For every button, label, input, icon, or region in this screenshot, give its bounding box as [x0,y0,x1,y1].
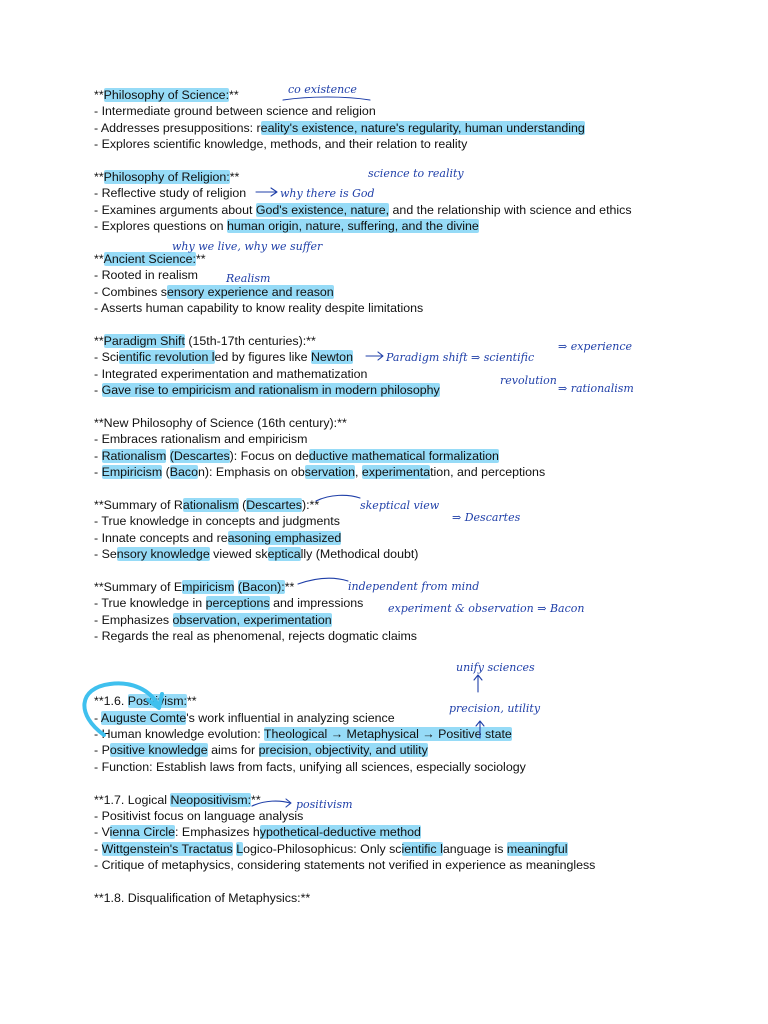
text-run: ** [94,251,104,266]
annotation-independent-from-mind: independent from mind [348,580,480,593]
text-run: - Regards the real as phenomenal, rejects dogmatic claims [94,628,417,643]
annotation-paradigm-shift: Paradigm shift ⇒ scientific [386,351,535,364]
bullet-line [94,595,734,611]
highlighted-text: asoning emphasized [227,530,342,545]
section-heading [94,333,734,349]
highlighted-text: ositive knowledge [109,743,208,758]
bullet-line [94,513,734,529]
bullet-line [94,185,734,201]
highlighted-text: L [236,841,244,856]
document-body [94,87,734,906]
highlighted-text: mpiricism [182,579,235,594]
bullet-line [94,448,734,464]
text-run: - Asserts human capability to know reality despite limitations [94,301,424,316]
section-heading [94,251,734,267]
text-run: aims for [207,743,259,758]
text-run: - Rooted in realism [94,268,198,283]
highlighted-text: perceptions [205,596,270,611]
text-run: - V [94,825,110,840]
text-run: ** [251,792,261,807]
bullet-line [94,366,734,382]
bullet-line [94,612,734,628]
section-summary-empiricism [94,579,734,645]
text-run: - Positivist focus on language analysis [94,809,304,824]
text-run: ):** [301,497,320,512]
section-heading [94,792,734,808]
section-summary-rationalism [94,497,734,563]
section-heading [94,579,734,595]
text-run: and the relationship with science and ethics [389,202,632,217]
annotation-positivism: positivism [296,798,353,811]
text-run: **Summary of R [94,497,183,512]
text-run: - Sci [94,350,119,365]
highlighted-text: nsory knowledge [116,546,210,561]
highlighted-text: Ancient Science: [103,251,196,266]
text-run: viewed sk [209,546,268,561]
text-run: **1.6. [94,694,128,709]
highlighted-text: Philosophy of Religion: [103,169,230,184]
text-run: - [94,448,102,463]
section-philosophy-of-religion [94,169,734,235]
bullet-line [94,759,734,775]
highlighted-text: ationalism [182,497,239,512]
text-run: ** [229,88,239,102]
text-run: ** [94,333,104,348]
bullet-line [94,546,734,562]
text-run: ): Focus on de [229,448,309,463]
highlighted-text: observation, experimentation [172,612,332,627]
text-run: - Emphasizes [94,612,173,627]
annotation-precision-utility: precision, utility [449,702,541,715]
bullet-line [94,103,734,119]
bullet-line [94,841,734,857]
bullet-line [94,726,734,742]
highlighted-text: Newton [310,350,353,365]
text-run: - [94,710,101,725]
annotation-co-existence: co existence [288,83,357,96]
bullet-line [94,120,734,136]
highlighted-text: God's existence, nature, [255,202,390,217]
highlighted-text: (Descartes [169,448,230,463]
annotation-unify-sciences: unify sciences [456,661,535,674]
text-run: - Critique of metaphysics, considering statements not verified in experience as meaningless [94,858,596,873]
highlighted-text: ypothetical-deductive method [259,825,421,840]
annotation-experience: ⇒ experience [558,340,633,353]
highlighted-text: Gave rise to empiricism and rationalism in modern philosophy [101,383,440,398]
text-run: - True knowledge in [94,596,206,611]
section-logical-neopositivism [94,792,734,874]
text-run: ** [186,694,197,709]
highlighted-text: ientific l [401,841,443,856]
highlighted-text: ensory experience and reason [167,284,334,299]
text-run: **1.8. Disqualification of Metaphysics:** [94,890,311,905]
text-run: **Summary of E [94,579,183,594]
text-run: n): Emphasis on ob [197,464,305,479]
highlighted-text: entific revolution l [118,350,215,365]
section-heading [94,890,734,906]
section-disqualification-of-metaphysics [94,890,734,906]
highlighted-text: Neopositivism: [170,792,252,807]
text-run: ** [94,169,104,184]
text-run: - Innate concepts and re [94,530,228,545]
text-run: **New Philosophy of Science (16th century):** [94,415,347,430]
text-run: ** [229,169,240,184]
annotation-why-there-is-god: why there is God [280,187,375,200]
highlighted-text: Auguste Comte [100,710,187,725]
section-ancient-science [94,251,734,317]
text-run: - Se [94,546,117,561]
text-run: - [94,841,102,856]
section-heading [94,169,734,185]
text-run: - Combines s [94,284,167,299]
highlighted-text: servation [304,464,356,479]
bullet-line [94,857,734,873]
highlighted-text: ductive mathematical formalization [308,448,499,463]
annotation-science-to-reality: science to reality [368,167,464,180]
highlighted-text: Paradigm Shift [103,333,185,348]
bullet-line [94,808,734,824]
highlighted-text: Descartes [246,497,302,512]
text-run: and impressions [269,596,364,611]
text-run: ( [162,464,170,479]
section-positivism [94,693,734,775]
highlighted-text: experimenta [361,464,431,479]
annotation-realism: Realism [226,272,271,285]
highlighted-text: Baco [169,464,198,479]
highlighted-text: Rationalism [101,448,167,463]
bullet-line [94,202,734,218]
text-run: ( [238,497,247,512]
text-run: ogico-Philosophicus: Only sc [243,841,402,856]
section-paradigm-shift [94,333,734,399]
bullet-line [94,710,734,726]
highlighted-text: precision, objectivity, and utility [258,743,428,758]
text-run: - Reflective study of religion [94,186,247,201]
bullet-line [94,382,734,398]
section-heading [94,87,734,103]
highlighted-text: human origin, nature, suffering, and the divine [226,219,479,234]
highlighted-text: meaningful [506,841,568,856]
bullet-line [94,267,734,283]
bullet-line [94,530,734,546]
text-run: lly (Methodical doubt) [300,546,419,561]
highlighted-text: Empiricism [101,464,163,479]
highlighted-text: eptica [267,546,301,561]
text-run: (15th-17th centuries):** [184,333,316,348]
text-run: - Addresses presuppositions: r [94,120,261,135]
text-run: - Intermediate ground between science and religion [94,104,376,119]
highlighted-text: (Bacon): [237,579,285,594]
highlighted-text: Wittgenstein's Tractatus [101,841,233,856]
highlighted-text: Positivism: [127,694,187,709]
text-run: - Examines arguments about [94,202,256,217]
highlighted-text: Philosophy of Science: [103,88,230,102]
section-philosophy-of-science [94,87,734,153]
annotation-rationalism: ⇒ rationalism [558,382,634,395]
bullet-line [94,136,734,152]
bullet-line [94,824,734,840]
section-new-philosophy-of-science [94,415,734,481]
text-run: : Emphasizes h [175,825,260,840]
bullet-line [94,464,734,480]
text-run: - Explores questions on [94,219,227,234]
bullet-line [94,431,734,447]
text-run: ** [94,88,104,102]
text-run: - Human knowledge evolution: [94,727,264,742]
bullet-line [94,300,734,316]
text-run: ** [195,251,206,266]
section-heading [94,693,734,709]
text-run: anguage is [442,841,507,856]
text-run: - True knowledge in concepts and judgments [94,514,340,529]
highlighted-text: ienna Circle [109,825,176,840]
text-run: - Integrated experimentation and mathematization [94,366,368,381]
bullet-line [94,349,734,365]
text-run: tion, and perceptions [430,464,546,479]
text-run: - P [94,743,110,758]
highlighted-text: eality's existence, nature's regularity, human understanding [260,120,585,135]
bullet-line [94,284,734,300]
highlighted-text: Theological → Metaphysical → Positive state [263,727,512,742]
text-run: 's work influential in analyzing science [186,710,395,725]
text-run: - [94,464,102,479]
text-run: - Embraces rationalism and empiricism [94,432,308,447]
annotation-skeptical-view: skeptical view [360,499,440,512]
annotation-why-we-live: why we live, why we suffer [172,240,323,253]
text-run: **1.7. Logical [94,792,171,807]
text-run: - Explores scientific knowledge, methods, and their relation to reality [94,137,468,152]
text-run: - Function: Establish laws from facts, unifying all sciences, especially sociology [94,759,526,774]
bullet-line [94,742,734,758]
bullet-line [94,218,734,234]
annotation-revolution: revolution [500,374,557,387]
text-run: ed by figures like [214,350,311,365]
text-run: - [94,383,102,398]
section-heading [94,415,734,431]
section-heading [94,497,734,513]
bullet-line [94,628,734,644]
annotation-descartes: ⇒ Descartes [452,511,521,524]
annotation-experiment-observation: experiment & observation ⇒ Bacon [388,602,585,615]
text-run: ** [284,579,295,594]
text-run: , [355,464,362,479]
